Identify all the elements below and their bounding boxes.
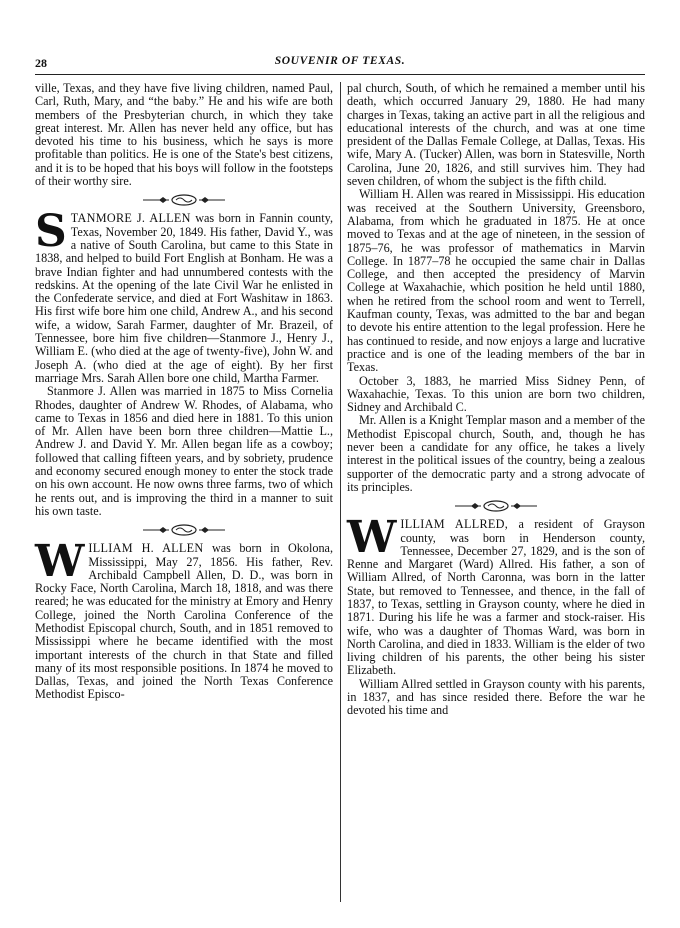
drop-cap: W	[347, 512, 397, 564]
biography-william-allred	[347, 512, 645, 678]
drop-cap: W	[35, 536, 85, 588]
paragraph: William H. Allen was reared in Mississippi. His education was received at the Southern University, Greensboro, Alabama, from which he graduated in 1875. He at once moved to Texas and at the age of nineteen, in the session of 1875–76, he was professor of mathematics in Marvin College. In 1877–78 he occupied the same chair in Dallas College, and then accepted the presidency of Marvin College at Waxahachie, which position he held until 1880, when he retired from the school room and went to Terrell, Kaufman county, Texas, was admitted to the bar and began to devote his entire attention to the legal profession. Here he has continued to reside, and now enjoys a large and lucrative practice and is one of the leading members of the bar in Texas.	[347, 187, 645, 375]
ornament-divider	[347, 500, 645, 512]
entry-name: TANMORE J. ALLEN	[70, 211, 191, 226]
drop-cap: S	[35, 206, 67, 258]
entry-name: ILLIAM H. ALLEN	[88, 541, 204, 556]
ornament-icon	[451, 500, 541, 512]
left-column	[35, 82, 333, 702]
ornament-divider	[35, 194, 333, 206]
ornament-divider	[35, 524, 333, 536]
paragraph: Stanmore J. Allen was married in 1875 to Miss Cornelia Rhodes, daughter of Andrew W. Rhodes, of Alabama, who came to Texas in 1856 and died here in 1881. To this union of Mr. Allen have been born three children—Mattie L., Andrew J. and David Y. Mr. Allen began life as a cowboy; followed that calling fifteen years, and by sobriety, prudence and economy secured enough money to enter the stock trade on his own account. He now owns three farms, two of which he rents out, and is improving the third in a manner to suit his own taste.	[35, 384, 333, 518]
biography-stanmore-allen	[35, 206, 333, 385]
paragraph: Mr. Allen is a Knight Templar mason and a member of the Methodist Episcopal church, South, and, though he has never been a candidate for any office, he takes a lively interest in the political issues of the country, being a zealous supporter of the democratic party and a strong advocate of its principles.	[347, 413, 645, 494]
paragraph: pal church, South, of which he remained a member until his death, which occurred January 29, 1880. He had many charges in Texas, taking an active part in all the religious and educational interests of the church, and was at one time president of the Dallas Female College, at Dallas, Texas. His wife, Mary A. (Tucker) Allen, was born in Statesville, North Carolina, June 20, 1826, and still survives him. They had seven children, of whom the subject is the fifth child.	[347, 81, 645, 189]
paragraph: was born in Fannin county, Texas, November 20, 1849. His father, David Y., was a native of South Carolina, but came to this State in 1838, and helped to build Fort English at Bonham. He was a brave Indian fighter and had unnumbered contests with the redskins. At the opening of the late Civil War he enlisted in the Confederate service, and died at Fort Washitaw in 1863. His first wife bore him one child, Andrew A., and his second wife, a widow, Sarah Farmer, daughter of Mr. Brazeil, of Tennessee, bore him five children—Stanmore J., Henry J., William E. (who died at the age of twenty-five), John W. and Joseph A. (who died at the age of eight). By her first marriage Mrs. Sarah Allen bore one child, Martha Farmer.	[35, 211, 333, 385]
biography-william-h-allen	[35, 536, 334, 702]
running-title: SOUVENIR OF TEXAS.	[274, 55, 406, 67]
paragraph: was born in Okolona, Mississippi, May 27, 1856. His father, Rev. Archibald Campbell Allen, D. D., was born in Rocky Face, North Carolina, March 18, 1818, and was there reared; he was educated for the ministry at Emory and Henry College, joined the North Carolina Conference of the Methodist Episcopal church, South, and in 1851 removed to Mississippi where he became identified with the most important interests of the church in that State and filled many of its most responsible positions. In 1874 he moved to Dallas, Texas, and joined the North Texas Conference Methodist Episco-	[35, 541, 334, 702]
column-divider	[340, 82, 341, 902]
paragraph: ville, Texas, and they have five living children, named Paul, Carl, Ruth, Mary, and “the baby.” He and his wife are both members of the Presbyterian church, in which they take great interest. Mr. Allen has never held any office, but has devoted his time to his business, which he says is more profitable than politics. He is one of the State's best citizens, and it is to be hoped that his boys will follow in the footsteps of their worthy sire.	[35, 81, 333, 189]
right-column	[347, 82, 645, 718]
paragraph: William Allred settled in Grayson county with his parents, in 1837, and has since resided there. Before the war he devoted his time and	[347, 676, 645, 718]
ornament-icon	[139, 524, 229, 536]
paragraph: October 3, 1883, he married Miss Sidney Penn, of Waxahachie, Texas. To this union are born two children, Sidney and Archibald C.	[347, 373, 645, 415]
entry-name: ILLIAM ALLRED,	[400, 517, 509, 532]
ornament-icon	[139, 194, 229, 206]
page-number: 28	[35, 56, 47, 70]
header-rule	[35, 74, 645, 75]
paragraph: a resident of Grayson county, was born in Henderson county, Tennessee, December 27, 1829, and is the son of Renne and Margaret (Ward) Allred. His father, a son of William Allred, of North Caronna, was born in the latter State, but removed to Tennessee, and thence, in the fall of 1837, to Texas, settling in Grayson county, where he died in 1871. During his life he was a farmer and stock-raiser. His wife, who was a daughter of Thomas Ward, was born in North Carolina, and died in 1833. William is the elder of two living children of his parents, the other being his sister Elizabeth.	[347, 517, 645, 678]
